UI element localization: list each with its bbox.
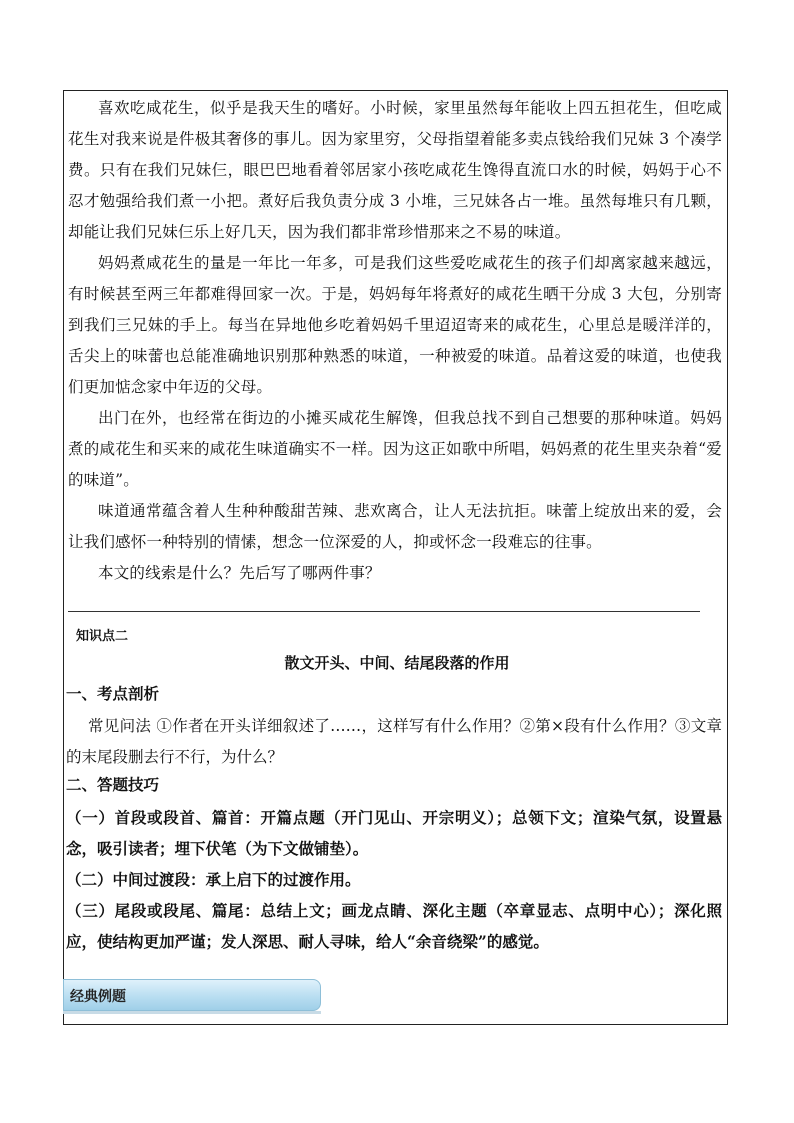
knowledge-point-label: 知识点二 xyxy=(76,629,129,644)
section1-heading: 一、考点剖析 xyxy=(66,684,160,703)
example-tab-label: 经典例题 xyxy=(70,989,126,1005)
section1-text: 常见问法 ①作者在开头详细叙述了……，这样写有什么作用？②第×段有什么作用？③文章的末尾段删去行不行，为什么？ xyxy=(66,717,722,766)
tab-underline xyxy=(63,1011,321,1014)
tip-1: （一）首段或段首、篇首：开篇点题（开门见山、开宗明义）；总领下文；渲染气氛，设置悬念，吸引读者；埋下伏笔（为下文做铺垫）。 xyxy=(66,808,722,858)
tip-3: （三）尾段或段尾、篇尾：总结上文；画龙点睛、深化主题（卒章显志、点明中心）；深化照应，使结构更加严谨；发人深思、耐人寻味，给人“余音绕梁”的感觉。 xyxy=(66,901,722,951)
answer-line xyxy=(68,611,700,612)
passage-paragraph-2: 妈妈煮咸花生的量是一年比一年多，可是我们这些爱吃咸花生的孩子们却离家越来越远，有时候甚至两三年都难得回家一次。于是，妈妈每年将煮好的咸花生晒干分成 3 大包，分别寄到我们三兄妹的手上。每当在异地他乡吃着妈妈千里迢迢寄来的咸花生，心里总是暖洋洋的，舌尖上的味蕾也总能准确地识别那种熟悉的味道，一种被爱的味道。品着这爱的味道，也使我们更加惦念家中年迈的父母。 xyxy=(68,254,722,396)
tip-2: （二）中间过渡段：承上启下的过渡作用。 xyxy=(66,870,361,889)
section2-heading: 二、答题技巧 xyxy=(66,775,160,794)
passage-paragraph-3: 出门在外，也经常在街边的小摊买咸花生解馋，但我总找不到自己想要的那种味道。妈妈煮的咸花生和买来的咸花生味道确实不一样。因为这正如歌中所唱，妈妈煮的花生里夹杂着“爱的味道”。 xyxy=(68,409,722,489)
question-text: 本文的线索是什么？先后写了哪两件事？ xyxy=(98,564,381,582)
section-title: 散文开头、中间、结尾段落的作用 xyxy=(284,654,510,672)
example-tab xyxy=(63,979,321,1011)
passage-paragraph-4: 味道通常蕴含着人生种种酸甜苦辣、悲欢离合，让人无法抗拒。味蕾上绽放出来的爱，会让我们感怀一种特别的情愫，想念一位深爱的人，抑或怀念一段难忘的往事。 xyxy=(68,502,722,551)
passage-paragraph-1: 喜欢吃咸花生，似乎是我天生的嗜好。小时候，家里虽然每年能收上四五担花生，但吃咸花生对我来说是件极其奢侈的事儿。因为家里穷，父母指望着能多卖点钱给我们兄妹 3 个凑学费。只有在我们兄妹仨，眼巴巴地看着邻居家小孩吃咸花生馋得直流口水的时候，妈妈于心不忍才勉强给我们煮一小把。煮好后我负责分成 3 小堆，三兄妹各占一堆。虽然每堆只有几颗，却能让我们兄妹仨乐上好几天，因为我们都非常珍惜那来之不易的味道。 xyxy=(68,99,722,241)
